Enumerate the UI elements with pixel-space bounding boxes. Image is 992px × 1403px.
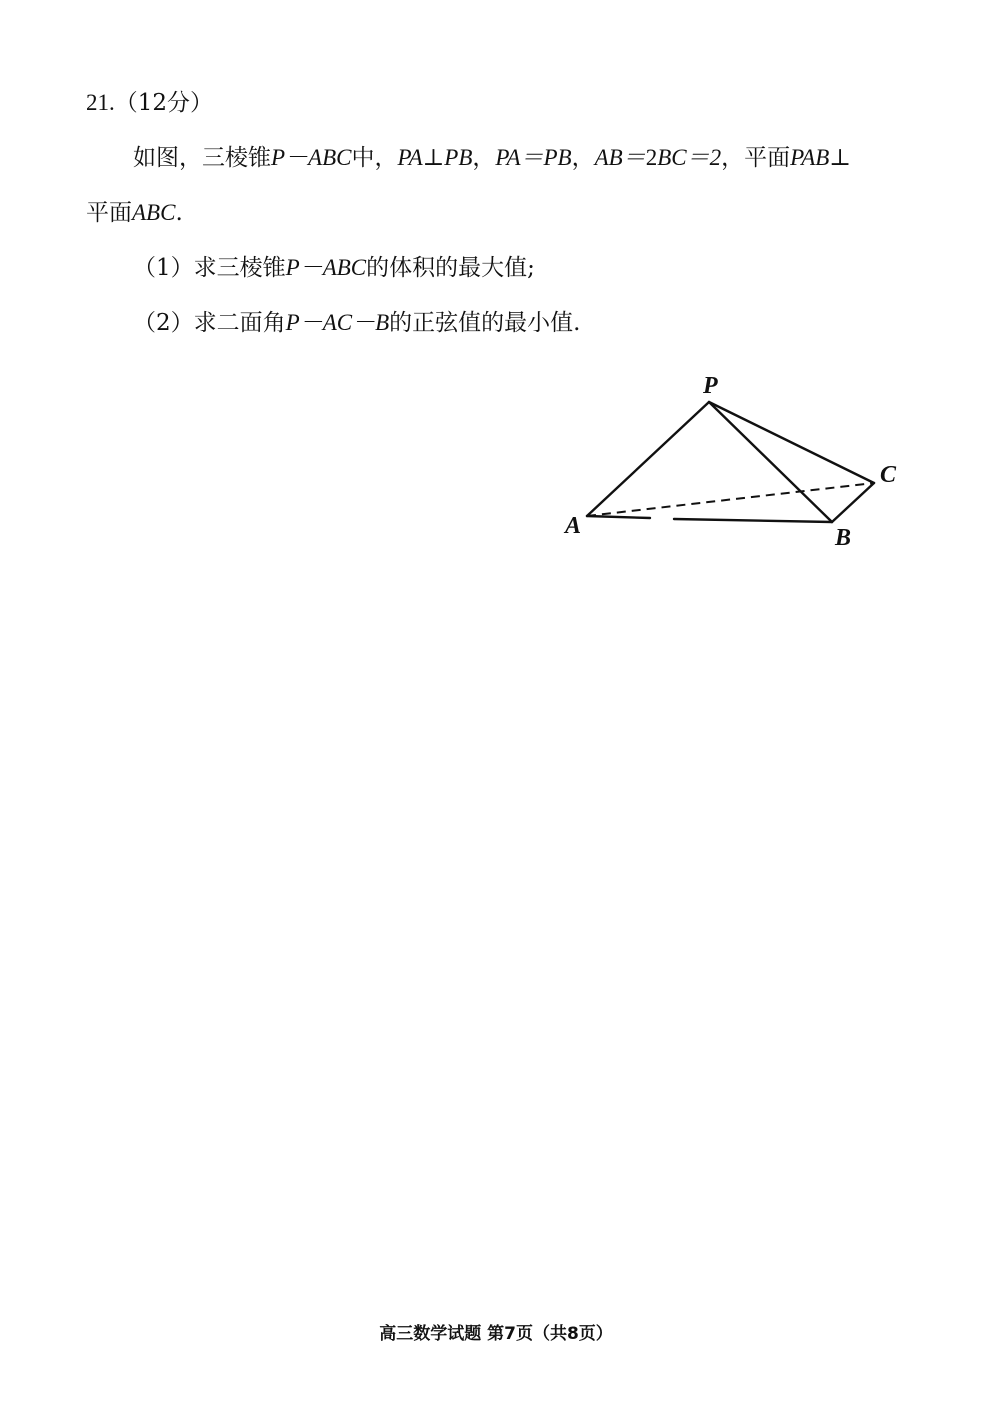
edge-bc bbox=[832, 483, 874, 522]
part-1-math: P－ABC bbox=[285, 255, 367, 280]
stem-condition-length-b: BC＝2 bbox=[657, 145, 722, 170]
stem-intro: 如图，三棱锥 bbox=[133, 145, 271, 171]
question-stem-line-2 bbox=[86, 198, 183, 228]
stem-condition-length-num: 2 bbox=[645, 145, 658, 170]
vertex-label-p: P bbox=[703, 373, 718, 399]
edge-ab-left bbox=[587, 516, 650, 518]
edge-ab-right bbox=[674, 519, 832, 522]
stem-solid: P－ABC bbox=[271, 145, 352, 170]
stem-perp-symbol: ⊥ bbox=[829, 145, 851, 171]
stem-in: 中， bbox=[351, 145, 398, 171]
vertex-label-a: A bbox=[565, 513, 582, 539]
part-2-pre: 求二面角 bbox=[193, 310, 286, 336]
stem-separator-3: ，平面 bbox=[721, 145, 791, 171]
edge-ac-hidden bbox=[587, 483, 874, 516]
edge-pa bbox=[587, 402, 709, 516]
part-2-math: P－AC－B bbox=[285, 310, 390, 335]
stem-condition-length-a: AB＝ bbox=[594, 145, 646, 170]
part-2-label: （2） bbox=[133, 310, 194, 336]
vertex-label-c: C bbox=[880, 462, 897, 488]
stem-plane-abc: ABC bbox=[132, 200, 176, 225]
stem-condition-equal: PA＝PB bbox=[495, 145, 572, 170]
stem-separator-1: ， bbox=[472, 145, 496, 171]
question-part-1 bbox=[133, 253, 535, 283]
question-stem-line-1 bbox=[133, 143, 851, 173]
edge-pc bbox=[709, 402, 874, 483]
part-1-post: 的体积的最大值; bbox=[366, 255, 535, 281]
page-footer: 高三数学试题 第7页（共8页） bbox=[379, 1324, 613, 1344]
question-number: 21. bbox=[86, 90, 115, 115]
stem-end: . bbox=[175, 200, 183, 226]
question-part-2 bbox=[133, 308, 580, 338]
part-1-label: （1） bbox=[133, 255, 194, 281]
part-2-post: 的正弦值的最小值. bbox=[389, 310, 581, 336]
vertex-label-b: B bbox=[835, 525, 852, 551]
stem-plane-word: 平面 bbox=[86, 200, 132, 226]
question-points: （12分） bbox=[114, 90, 214, 116]
edge-pb bbox=[709, 402, 832, 522]
part-1-pre: 求三棱锥 bbox=[193, 255, 286, 281]
stem-plane-pab: PAB bbox=[790, 145, 830, 170]
question-header bbox=[86, 88, 213, 118]
stem-condition-perpendicular: PA⊥PB bbox=[397, 145, 473, 170]
stem-separator-2: ， bbox=[571, 145, 595, 171]
